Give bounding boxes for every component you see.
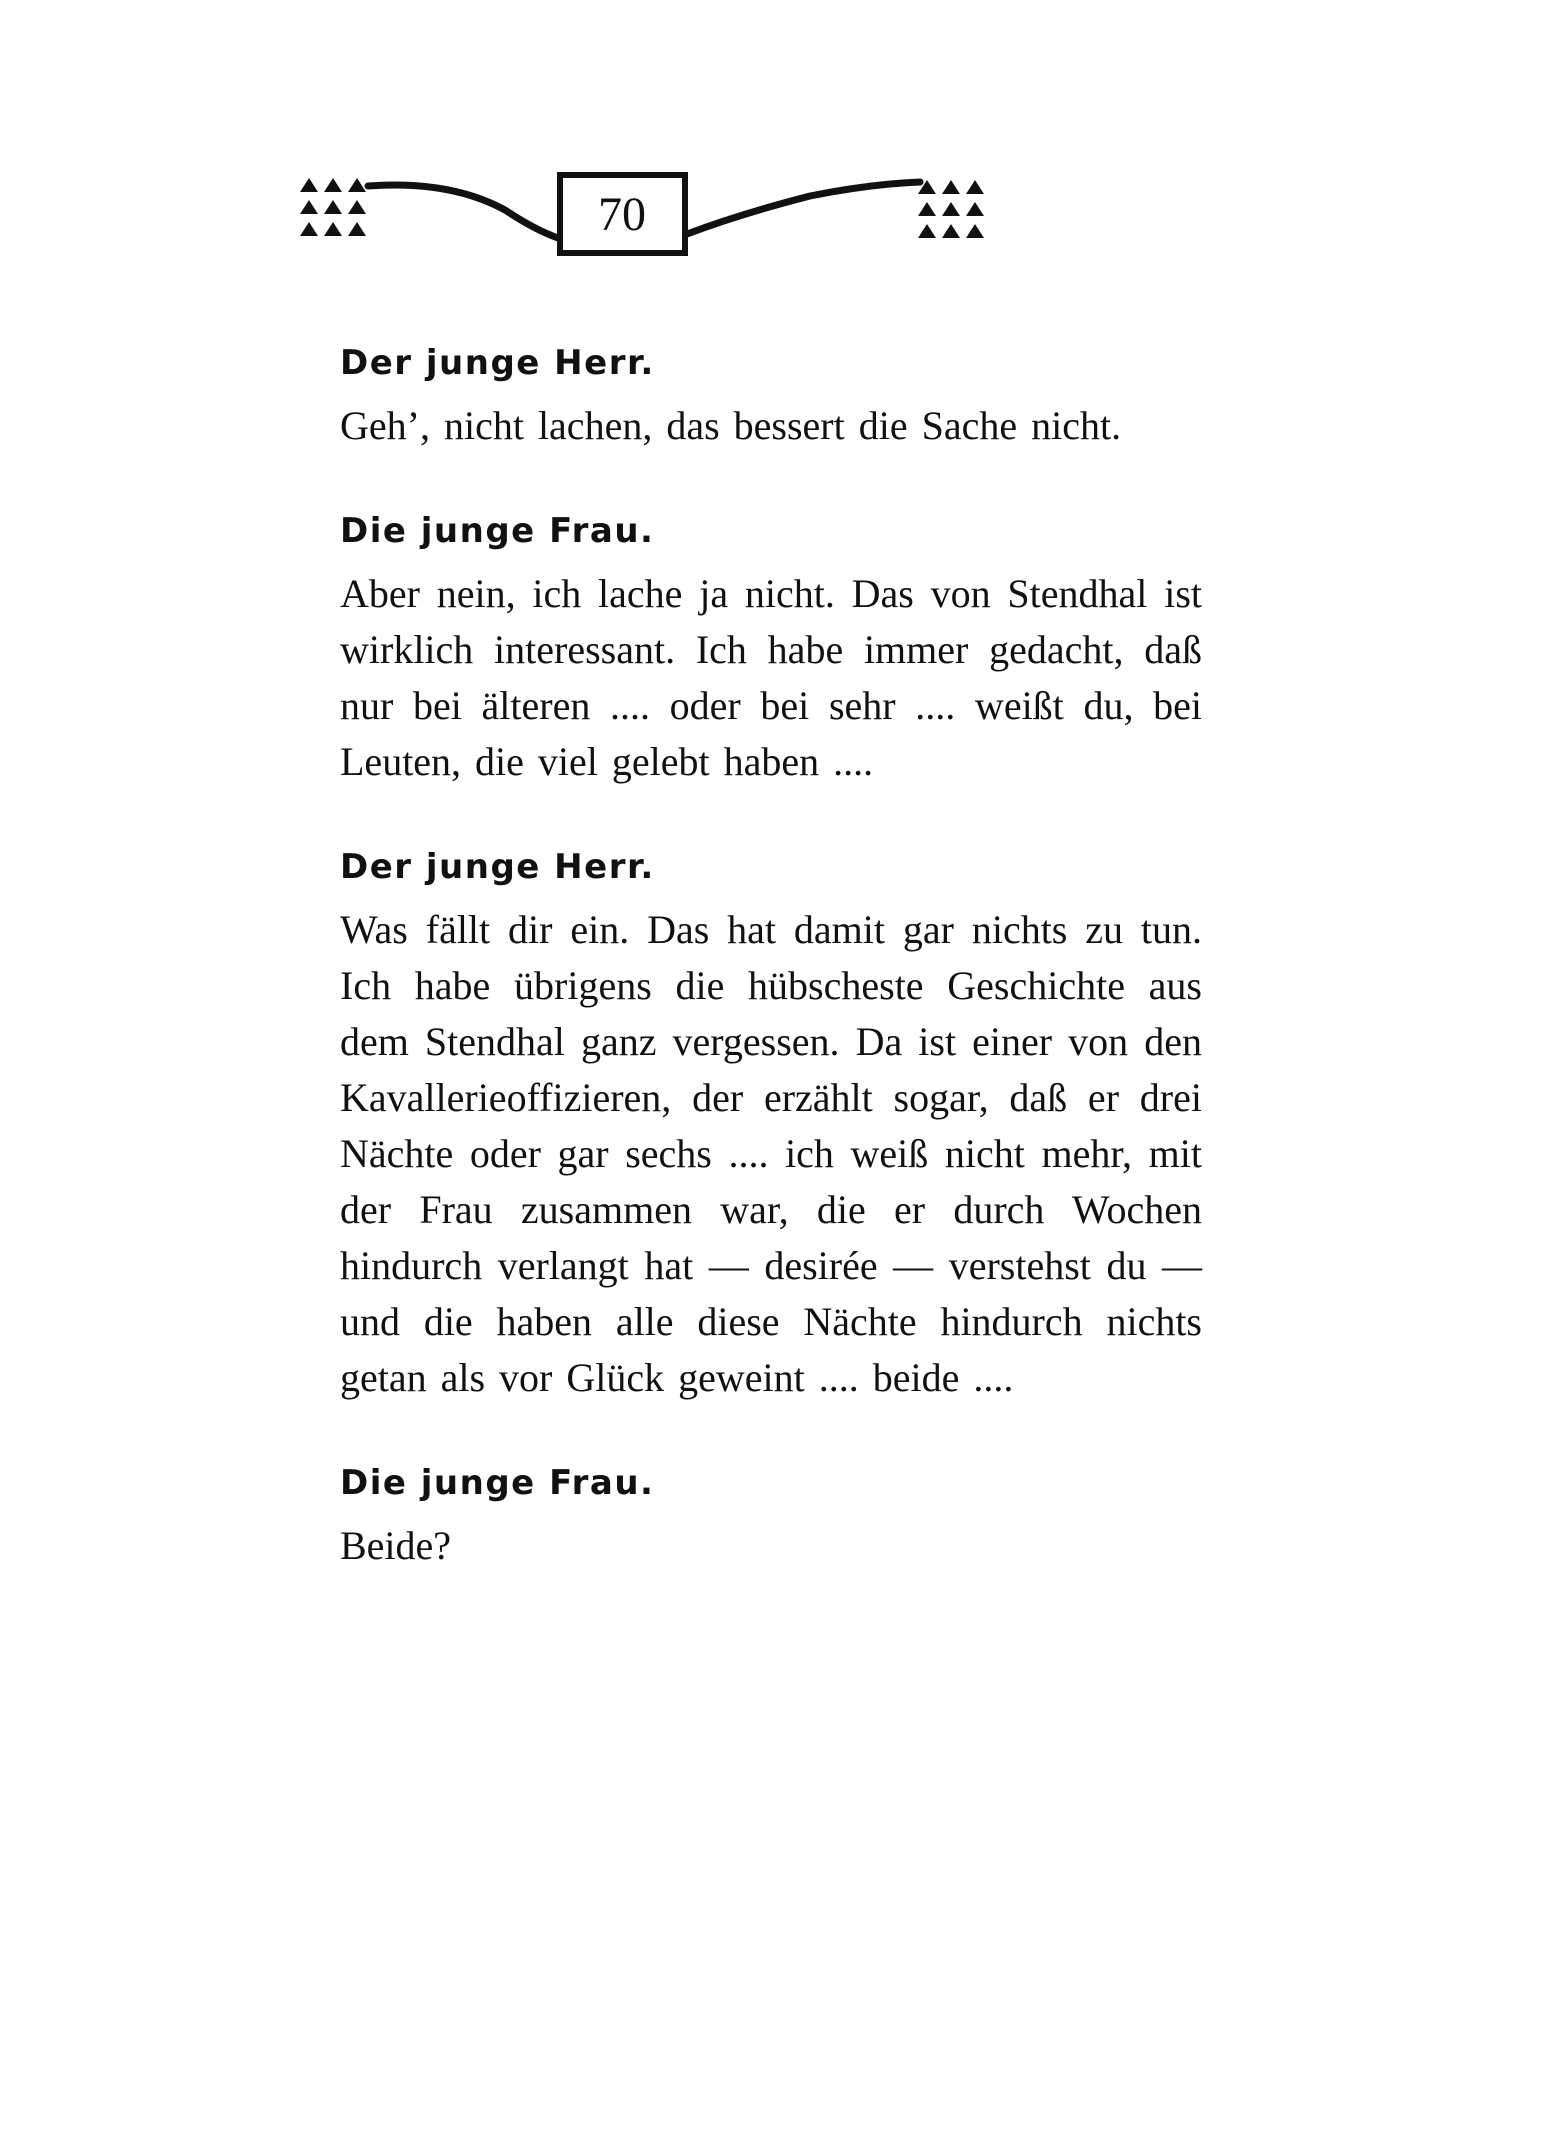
dialogue-block (340, 1458, 1202, 1574)
header-ornament (290, 170, 1240, 280)
right-triangle-ornament-icon (918, 180, 984, 238)
speaker-name: Die junge Frau. (340, 1463, 655, 1503)
speech-text: Beide? (340, 1523, 452, 1568)
speaker-name: Der junge Herr. (340, 343, 655, 383)
dialogue-text (340, 338, 1202, 1626)
page-number: 70 (598, 188, 646, 241)
dialogue-block (340, 506, 1202, 790)
dialogue-block (340, 338, 1202, 454)
speech-text: Aber nein, ich lache ja nicht. Das von Stendhal ist wirklich interessant. Ich habe immer gedacht, daß nur bei älteren .... oder bei sehr .... weißt du, bei Leuten, die viel gelebt haben .... (340, 571, 1202, 784)
speaker-name: Der junge Herr. (340, 847, 655, 887)
left-triangle-ornament-icon (300, 178, 366, 236)
speech-text: Was fällt dir ein. Das hat damit gar nichts zu tun. Ich habe übrigens die hübscheste Geschichte aus dem Stendhal ganz vergessen. Da ist einer von den Kavallerieoffizieren, der erzählt sogar, daß er drei Nächte oder gar sechs .... ich weiß nicht mehr, mit der Frau zusammen war, die er durch Wochen hindurch verlangt hat — desirée — verstehst du — und die haben alle diese Nächte hindurch nichts getan als vor Glück geweint .... beide .... (340, 907, 1202, 1400)
speech-text: Geh’, nicht lachen, das bessert die Sache nicht. (340, 403, 1122, 448)
page-header (290, 170, 1240, 280)
speaker-name: Die junge Frau. (340, 511, 655, 551)
right-swoosh-line (687, 182, 920, 234)
dialogue-block (340, 842, 1202, 1406)
left-swoosh-line (368, 185, 558, 238)
